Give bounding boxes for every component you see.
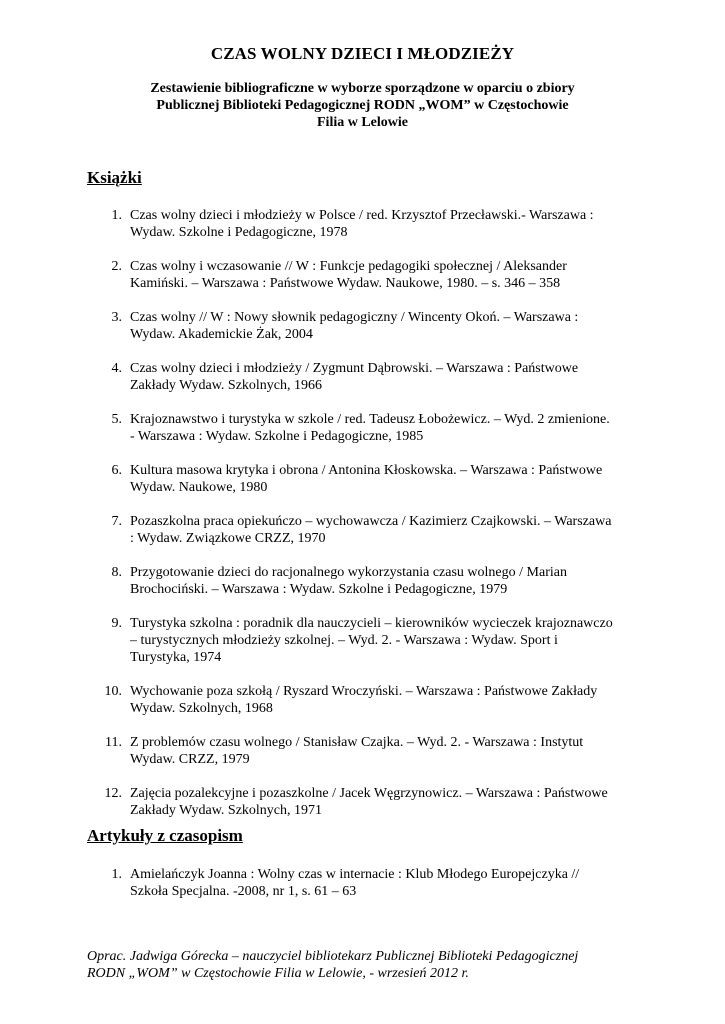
entry-text-line: Czas wolny i wczasowanie // W : Funkcje pedagogiki społecznej / Aleksander [130, 259, 567, 274]
bibliography-entry [87, 411, 647, 445]
entry-number: 2. [111, 259, 122, 274]
entry-text-line: Zajęcia pozalekcyjne i pozaszkolne / Jacek Węgrzynowicz. – Warszawa : Państwowe [130, 786, 608, 801]
entry-text-line: Z problemów czasu wolnego / Stanisław Czajka. – Wyd. 2. - Warszawa : Instytut [130, 735, 584, 750]
entry-text-line: Szkoła Specjalna. -2008, nr 1, s. 61 – 63 [130, 884, 357, 899]
entry-text-line: Wydaw. CRZZ, 1979 [130, 752, 250, 767]
entry-text-line: Wychowanie poza szkołą / Ryszard Wroczyński. – Warszawa : Państwowe Zakłady [130, 684, 598, 699]
entry-text-line: Pozaszkolna praca opiekuńczo – wychowawcza / Kazimierz Czajkowski. – Warszawa [130, 514, 612, 529]
entry-number: 4. [111, 361, 122, 376]
entry-number: 10. [104, 684, 122, 699]
entry-text-line: Turystyka szkolna : poradnik dla nauczycieli – kierowników wycieczek krajoznawczo [130, 616, 613, 631]
bibliography-entry [87, 513, 647, 547]
entry-number: 1. [111, 867, 122, 882]
bibliography-entry [87, 683, 647, 717]
entry-text-line: Wydaw. Naukowe, 1980 [130, 480, 268, 495]
bibliography-entry [87, 564, 647, 598]
footer-line: Oprac. Jadwiga Górecka – nauczyciel bibliotekarz Publicznej Biblioteki Pedagogicznej [87, 949, 579, 964]
bibliography-entry [87, 866, 647, 900]
entry-text-line: : Wydaw. Związkowe CRZZ, 1970 [130, 531, 326, 546]
entry-text-line: Wydaw. Szkolne i Pedagogiczne, 1978 [130, 225, 348, 240]
entry-text-line: Brochociński. – Warszawa : Wydaw. Szkolne i Pedagogiczne, 1979 [130, 582, 508, 597]
bibliography-entry [87, 615, 647, 666]
entry-text-line: Wydaw. Szkolnych, 1968 [130, 701, 273, 716]
entry-number: 7. [111, 514, 122, 529]
document-title: CZAS WOLNY DZIECI I MŁODZIEŻY [210, 44, 515, 63]
entry-text-line: Zakłady Wydaw. Szkolnych, 1971 [130, 803, 323, 818]
entry-text-line: Turystyka, 1974 [130, 650, 222, 665]
entry-number: 9. [111, 616, 122, 631]
footer-line: RODN „WOM” w Częstochowie Filia w Lelowie, - wrzesień 2012 r. [87, 966, 469, 981]
entry-number: 5. [111, 412, 122, 427]
entry-text-line: Zakłady Wydaw. Szkolnych, 1966 [130, 378, 323, 393]
entry-text-line: Czas wolny dzieci i młodzieży / Zygmunt Dąbrowski. – Warszawa : Państwowe [130, 361, 579, 376]
entry-number: 11. [105, 735, 122, 750]
books-heading: Książki [87, 168, 142, 187]
bibliography-entry [87, 462, 647, 496]
entry-text-line: Czas wolny dzieci i młodzieży w Polsce / red. Krzysztof Przecławski.- Warszawa : [130, 208, 594, 223]
entry-number: 8. [111, 565, 122, 580]
bibliography-entry [87, 309, 647, 343]
entry-text-line: Kamiński. – Warszawa : Państwowe Wydaw. Naukowe, 1980. – s. 346 – 358 [130, 276, 561, 291]
entry-text-line: - Warszawa : Wydaw. Szkolne i Pedagogiczne, 1985 [130, 429, 424, 444]
entry-number: 1. [111, 208, 122, 223]
entry-text-line: Kultura masowa krytyka i obrona / Antonina Kłoskowska. – Warszawa : Państwowe [130, 463, 603, 478]
entry-text-line: Wydaw. Akademickie Żak, 2004 [130, 327, 313, 342]
bibliography-entry [87, 734, 647, 768]
articles-heading: Artykuły z czasopism [87, 826, 243, 845]
entry-text-line: Czas wolny // W : Nowy słownik pedagogiczny / Wincenty Okoń. – Warszawa : [130, 310, 579, 325]
bibliography-entry [87, 207, 647, 241]
bibliography-entry [87, 360, 647, 394]
subtitle-line: Publicznej Biblioteki Pedagogicznej RODN „WOM” w Częstochowie [156, 98, 569, 113]
entry-number: 6. [111, 463, 122, 478]
bibliography-entry [87, 258, 647, 292]
articles-list [87, 866, 647, 900]
subtitle-line: Zestawienie bibliograficzne w wyborze sporządzone w oparciu o zbiory [150, 81, 575, 96]
document-subtitle [100, 80, 625, 131]
entry-text-line: – turystycznych młodzieży szkolnej. – Wyd. 2. - Warszawa : Wydaw. Sport i [130, 633, 558, 648]
books-list [87, 207, 647, 819]
entry-text-line: Przygotowanie dzieci do racjonalnego wykorzystania czasu wolnego / Marian [130, 565, 567, 580]
entry-number: 12. [104, 786, 122, 801]
footer-note [87, 948, 647, 982]
entry-text-line: Amielańczyk Joanna : Wolny czas w internacie : Klub Młodego Europejczyka // [130, 867, 580, 882]
entry-text-line: Krajoznawstwo i turystyka w szkole / red. Tadeusz Łobożewicz. – Wyd. 2 zmienione. [130, 412, 610, 427]
subtitle-line: Filia w Lelowie [317, 115, 408, 130]
entry-number: 3. [111, 310, 122, 325]
bibliography-entry [87, 785, 647, 819]
